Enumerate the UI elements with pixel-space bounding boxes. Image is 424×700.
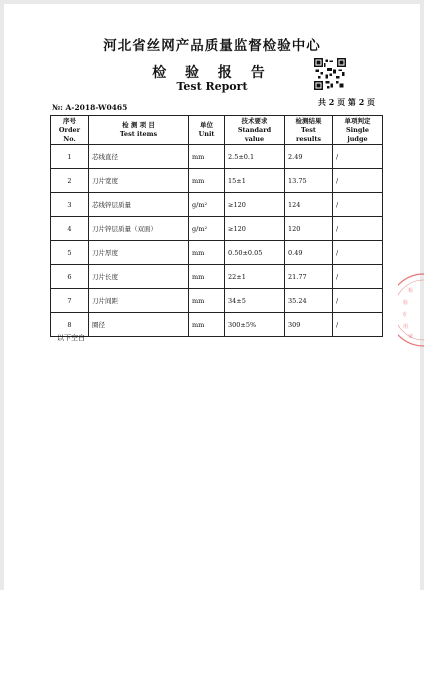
cell-standard: 2.5±0.1 (225, 145, 285, 169)
cell-unit: g/m² (189, 193, 225, 217)
cell-result: 21.77 (285, 265, 333, 289)
cell-standard: ≥120 (225, 217, 285, 241)
column-header-judge: 单项判定 Single judge (333, 116, 383, 145)
table-row (51, 313, 383, 337)
cell-order: 7 (51, 289, 89, 313)
cell-standard: ≥120 (225, 193, 285, 217)
cell-judge: / (333, 169, 383, 193)
cell-judge: / (333, 241, 383, 265)
cell-result: 2.49 (285, 145, 333, 169)
cell-judge: / (333, 145, 383, 169)
cell-order: 4 (51, 217, 89, 241)
cell-result: 0.49 (285, 241, 333, 265)
svg-text:用: 用 (403, 324, 409, 330)
organization-name: 河北省丝网产品质量监督检验中心 (103, 38, 321, 54)
cell-unit: mm (189, 265, 225, 289)
svg-text:检: 检 (408, 288, 414, 294)
cell-item: 刀片锌层质量（双面） (89, 217, 189, 241)
column-header-order: 序号 Order No. (51, 116, 89, 145)
cell-standard: 22±1 (225, 265, 285, 289)
blank-area (0, 590, 424, 700)
cell-unit: mm (189, 289, 225, 313)
cell-judge: / (333, 289, 383, 313)
qr-code-icon (314, 58, 346, 90)
cell-standard: 15±1 (225, 169, 285, 193)
table-row (51, 169, 383, 193)
cell-order: 3 (51, 193, 89, 217)
table-row (51, 289, 383, 313)
table-row (51, 193, 383, 217)
cell-standard: 0.50±0.05 (225, 241, 285, 265)
cell-order: 2 (51, 169, 89, 193)
cell-order: 5 (51, 241, 89, 265)
report-number: №: A-2018-W0465 (52, 103, 128, 112)
table-row (51, 217, 383, 241)
column-header-item: 检 测 项 目 Test items (89, 116, 189, 145)
seal-stamp-icon (398, 270, 424, 350)
cell-unit: mm (189, 241, 225, 265)
svg-text:章: 章 (408, 334, 414, 340)
column-header-standard: 技术要求 Standard value (225, 116, 285, 145)
column-header-result: 检测结果 Test results (285, 116, 333, 145)
cell-item: 刀片长度 (89, 265, 189, 289)
cell-result: 309 (285, 313, 333, 337)
results-table (50, 115, 383, 337)
table-row (51, 265, 383, 289)
cell-unit: mm (189, 313, 225, 337)
report-title-en: Test Report (176, 80, 248, 93)
table-row (51, 241, 383, 265)
cell-item: 芯线直径 (89, 145, 189, 169)
cell-item: 刀片宽度 (89, 169, 189, 193)
cell-item: 圈径 (89, 313, 189, 337)
cell-judge: / (333, 313, 383, 337)
cell-judge: / (333, 265, 383, 289)
cell-item: 刀片间距 (89, 289, 189, 313)
end-of-data-note: 以下空白 (57, 334, 85, 342)
column-header-unit: 单位 Unit (189, 116, 225, 145)
cell-result: 35.24 (285, 289, 333, 313)
cell-result: 13.75 (285, 169, 333, 193)
report-title-cn: 检 验 报 告 (152, 65, 272, 81)
cell-result: 120 (285, 217, 333, 241)
cell-unit: mm (189, 145, 225, 169)
svg-text:验: 验 (403, 300, 409, 306)
table-row (51, 145, 383, 169)
cell-order: 6 (51, 265, 89, 289)
svg-text:专: 专 (402, 312, 408, 318)
cell-item: 刀片厚度 (89, 241, 189, 265)
cell-standard: 300±5% (225, 313, 285, 337)
cell-order: 1 (51, 145, 89, 169)
cell-standard: 34±5 (225, 289, 285, 313)
cell-judge: / (333, 193, 383, 217)
page-indicator: 共 2 页 第 2 页 (318, 97, 376, 107)
cell-result: 124 (285, 193, 333, 217)
cell-unit: g/m² (189, 217, 225, 241)
table-header-row (51, 116, 383, 145)
cell-judge: / (333, 217, 383, 241)
cell-item: 芯线锌层质量 (89, 193, 189, 217)
cell-unit: mm (189, 169, 225, 193)
cell-order: 8 (51, 313, 89, 337)
